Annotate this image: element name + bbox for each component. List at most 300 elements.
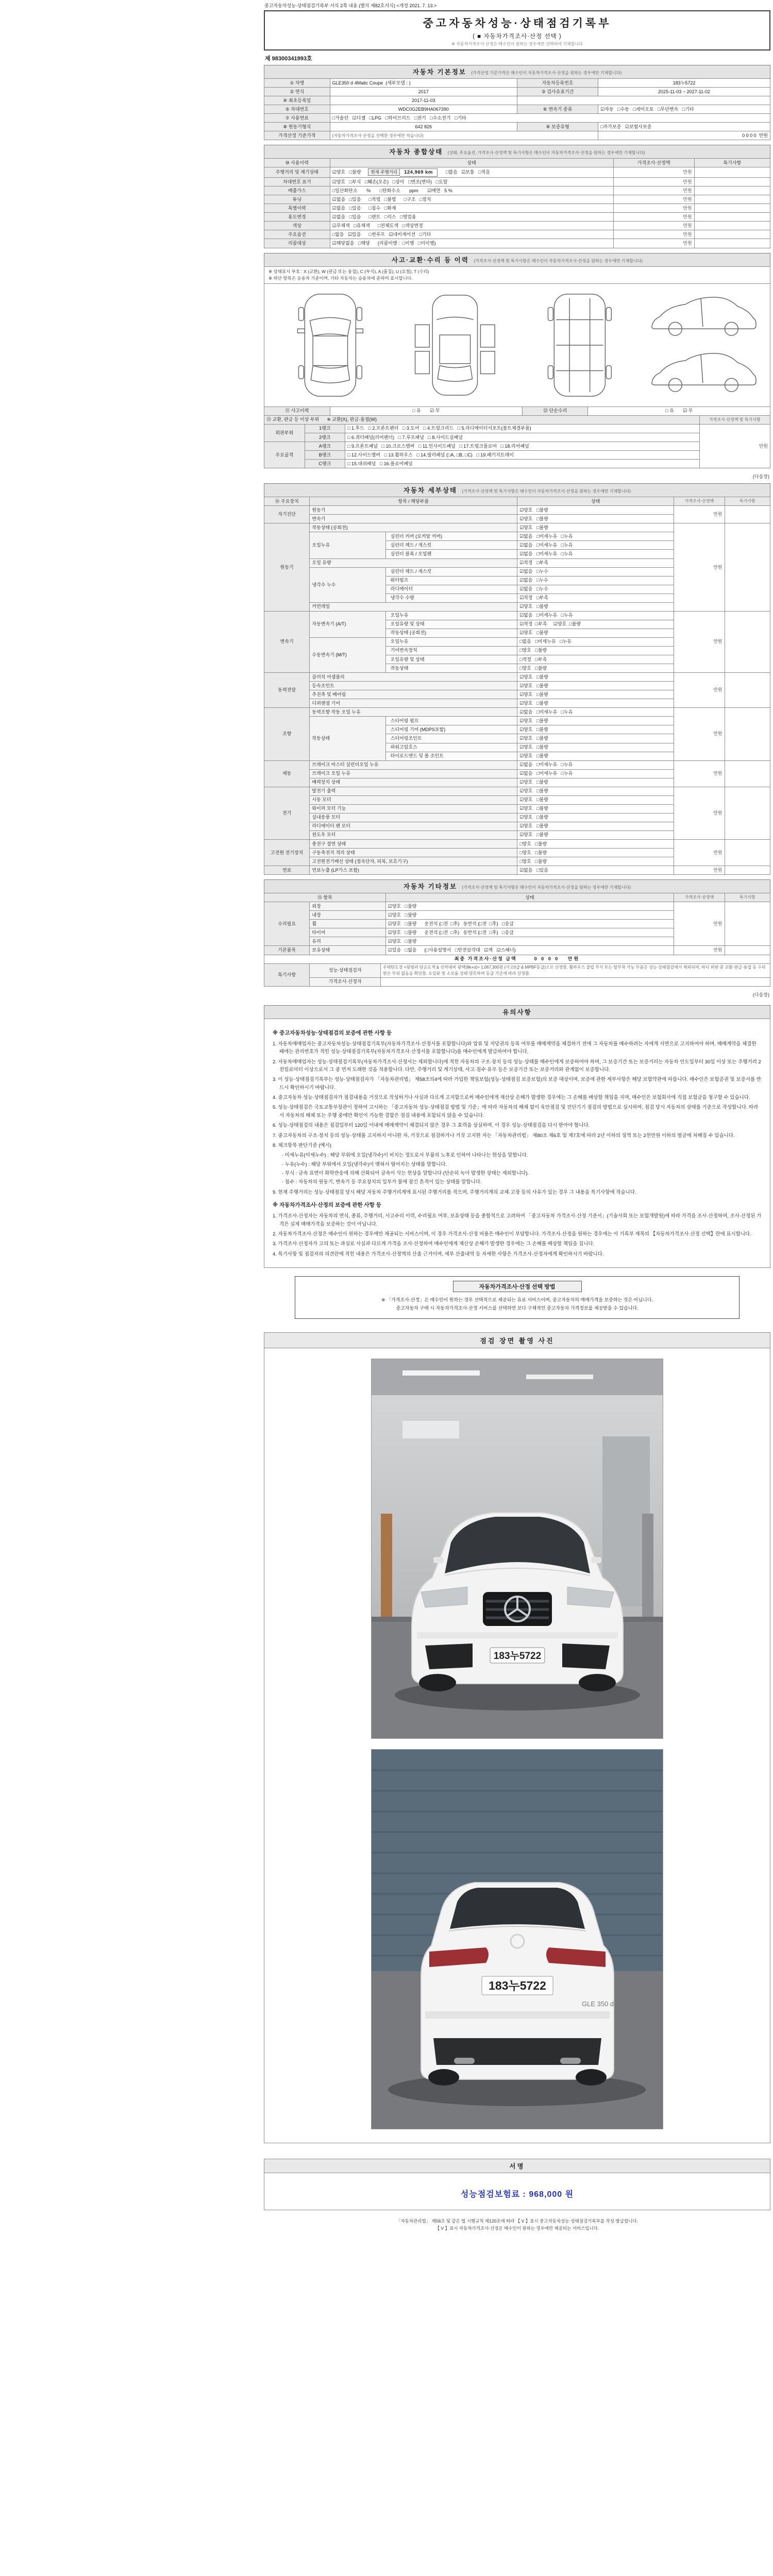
- notice-item: 5. 성능·상태점검은 국토교통부장관이 정하여 고시하는 「중고자동차 성능·상태점검 방법 및 기준」에 따라 자동차의 해체 없이 육안점검 및 진단기기 점검의 방법으로 실시하며, 점검 당시 자동차의 상태를 기준으로 작성합니다. 따라서 자동차의 해체 또는 주행 중에만 확인이 가능한 결함은 점검 내용에 포함되지 않을 수 있습니다.: [273, 1105, 759, 1118]
- cell: ⑨ 보증유형: [517, 123, 598, 131]
- cell: 색상: [264, 222, 330, 230]
- notice-item: 3. 가격조사·산정자가 고의 또는 과실로 사실과 다르게 가격을 조사·산정하여 매수인에게 재산상 손해가 발생한 경우에는 그 손해를 배상할 책임을 집니다.: [273, 1241, 595, 1247]
- cell: [694, 213, 770, 222]
- cell: ☑양호 □불량: [517, 734, 674, 743]
- cell: ☑양호 □불량: [385, 902, 674, 911]
- cell: 워터펌프: [385, 576, 517, 585]
- legal-footer-line-2: 【 V 】표시 자동차가격조사·산정은 매수인이 원하는 경우에만 제공되는 서비스입니다.: [435, 2226, 599, 2231]
- cell: 만원: [674, 611, 725, 672]
- signature-header: 서명: [264, 2159, 770, 2173]
- inspection-document: [264, 2, 770, 2232]
- cell: 작동상태: [385, 664, 517, 673]
- cell: □적정 □부족: [517, 655, 674, 664]
- cell: ☑양호 □불량: [517, 690, 674, 699]
- cell: ⑩ 사용이력: [264, 159, 330, 167]
- cell: 내장: [310, 911, 385, 920]
- cell: 가격조사·산정액 및 특기사항: [699, 415, 770, 424]
- basic-info-table: [264, 78, 770, 140]
- cell: [380, 977, 770, 986]
- section-subnote: (가격산정 기준가격은 매수인이 자동차가격조사·산정을 원하는 경우에만 기재합니다): [471, 71, 622, 75]
- model-badge: GLE 350 d: [582, 1999, 614, 2008]
- cell: 브레이크 마스터 실린더오일 누유: [310, 760, 517, 769]
- cell: 상태: [385, 893, 674, 902]
- cell: 변속기: [264, 611, 310, 672]
- price-select-method-box: [295, 1276, 740, 1319]
- cell: [694, 204, 770, 213]
- cell: ☑없음 □있음 □적법 □불법 □구조 □장치: [330, 195, 613, 204]
- cell: □ 9.프론트패널 □ 10.크로스멤버 □ 11.인사이드패널 □ 17.트렁크플로어 □ 18.리어패널: [345, 442, 699, 451]
- cell: 자동변속기 (A/T): [310, 611, 385, 637]
- next-page-marker: (다음장): [752, 992, 769, 997]
- cell: B랭크: [305, 451, 345, 460]
- cell: 윈도우 모터: [310, 831, 517, 839]
- cell: 만원: [674, 902, 725, 946]
- legend-line-2: ※ 하단 항목은 승용차 기준이며, 기타 자동차는 승용차에 준하여 표시합니다.: [268, 275, 413, 281]
- etc-info-header: [264, 879, 770, 893]
- section-title: 자동차 기본정보: [412, 69, 466, 76]
- cell: 가격산정 기준가격: [264, 131, 330, 140]
- cell: [725, 787, 770, 839]
- fee-value: 968,000 원: [529, 2190, 574, 2199]
- final-price-row: [264, 955, 770, 963]
- cell: 제동: [264, 760, 310, 787]
- cell: [725, 506, 770, 523]
- cell: [725, 902, 770, 946]
- cell: 오일누유: [385, 611, 517, 620]
- cell: (자동차가격조사·산정을 선택한 경우에만 적습니다): [330, 131, 598, 140]
- cell: ☑양호 □불량: [385, 911, 674, 920]
- cell: 만원: [674, 673, 725, 708]
- cell: 실린더 헤드 / 개스킷: [385, 541, 517, 550]
- cell: 시동 모터: [310, 795, 517, 804]
- accident-flag-table: [264, 406, 770, 416]
- notice-item: ※ 자동차가격조사·산정의 보증에 관한 사항 등: [273, 1202, 381, 1209]
- notice-item: 8. 체크항목 판단기준 (예시): [273, 1142, 331, 1148]
- form-note: 중고자동차성능·상태점검기록부 서식 2쪽 내용 (별지 제82호서식) <개정 2021. 7. 13.>: [264, 3, 437, 8]
- accident-history: □ 유 ☑ 무: [330, 406, 522, 415]
- exchange-repair-table: [264, 415, 770, 468]
- legal-footer: [264, 2217, 770, 2232]
- rear-license-plate: 183누5722: [489, 1978, 546, 1992]
- cell: 특별이력: [264, 204, 330, 213]
- cell: 조향: [264, 708, 310, 760]
- vin: WDC0G2EB9HA067390: [330, 105, 517, 114]
- signature-body: [264, 2173, 770, 2210]
- cell: 실린더 블록 / 오일팬: [385, 550, 517, 558]
- cell: ☑양호 □불량: [385, 937, 674, 946]
- section-inspection-photos: [264, 1332, 770, 2143]
- cell: [725, 611, 770, 672]
- cell: ☑없음 □있음 □렌트 □리스 □영업용: [330, 213, 613, 222]
- cell: [725, 760, 770, 787]
- basic-info-header: [264, 65, 770, 79]
- cell: ☑양호 □불량 운전석 (□전 □후) 동반석 (□전 □후) □응급: [385, 928, 674, 937]
- price-assessment-select: ( ■ 자동차가격조사·산정 선택 ): [473, 33, 562, 40]
- section-title: 자동차 세부상태: [403, 487, 457, 495]
- notice-item: 2. 자동차가격조사·산정은 매수인이 원하는 경우에만 제공되는 서비스이며, 이 경우 가격조사·산정 비용은 매수인이 부담합니다. 가격조사·산정을 원하는 경우에는 이 기록부 제목의 【자동차가격조사·산정 선택】란에 표시합니다.: [273, 1231, 751, 1237]
- cell: 냉각수 수량: [385, 594, 517, 602]
- cell: 브레이크 오일 누유: [310, 769, 517, 778]
- cell: ☑양호 □불량: [517, 506, 674, 515]
- cell: 튜닝: [264, 195, 330, 204]
- cell: [725, 673, 770, 708]
- notice-item: 1. 가격조사·산정자는 자동차의 연식, 종류, 주행거리, 사고수리 이력, 수리필요 여부, 보유상태 등을 종합적으로 고려하여 「중고자동차 가격조사·산정 기준서」(기술사회 또는 보험개발원)에 따라 가격을 조사·산정하며, 조사·산정된 가격은 실제 매매가격을 보증하는 것이 아닙니다.: [273, 1213, 762, 1227]
- cell: 충전구 절연 상태: [310, 840, 517, 849]
- cell: □없음 ☑있음 □썬루프 ☑네비게이션 □기타: [330, 230, 613, 239]
- cell: 변속기: [310, 515, 517, 523]
- cell: ☑없음 □미세누유 □누유: [517, 708, 674, 717]
- front-license-plate: 183누5722: [493, 1650, 542, 1662]
- cell: 자동차등록번호: [517, 79, 598, 88]
- cell: 용도변경: [264, 213, 330, 222]
- cell: 실린더 커버 (로커암 커버): [385, 532, 517, 541]
- cell: 작동상태 (공회전): [310, 523, 517, 532]
- cell: 고전원 전기장치: [264, 840, 310, 866]
- accident-history-header: [264, 253, 770, 267]
- cell: [694, 167, 770, 178]
- notice-item: ※ 중고자동차성능·상태점검의 보증에 관한 사항 등: [273, 1029, 392, 1036]
- legal-footer-line-1: 「자동차관리법」 제58조 및 같은 법 시행규칙 제120조에 따라 【 V 】표시 중고자동차성능·상태점검기록부를 작성·발급합니다.: [396, 2218, 638, 2224]
- cell: 가격조사·산정자: [310, 977, 380, 986]
- section-notices: [264, 1005, 770, 1319]
- notice-item: 4. 중고자동차 성능·상태점검자가 점검내용을 거짓으로 작성하거나 사실과 다르게 고지함으로써 매수인에게 재산상 손해가 발생한 경우에는 그 손해를 배상할 책임을 지며, 매수인은 보험회사에 직접 보험금을 청구할 수 있습니다.: [273, 1095, 750, 1101]
- cell: 특기사항: [725, 893, 770, 902]
- cell: ☑양호 □불량: [517, 673, 674, 682]
- car-diagram-doors-open-icon: [395, 289, 515, 401]
- cell: 작동상태: [310, 717, 385, 760]
- notice-item: 7. 중고자동차의 구조·장치 등의 성능·상태를 고지하지 아니한 자, 거짓으로 점검하거나 거짓 고지한 자는 「자동차관리법」 제80조 제6호 및 제7호에 따라 2년 이하의 징역 또는 2천만원 이하의 벌금에 처해질 수 있습니다.: [273, 1132, 735, 1139]
- model-year: 2017: [330, 88, 517, 96]
- cell: 고전원전기배선 상태 (접속단자, 피복, 보호기구): [310, 857, 517, 866]
- cell: 만원: [613, 213, 694, 222]
- cell: ☑양호 □불량: [517, 813, 674, 822]
- cell: 스티어링조인트: [385, 734, 517, 743]
- notice-item: · 부식 : 금속 표면이 화학반응에 의해 산화되어 금속이 삭는 현상을 말합니다 (단순히 녹이 발생한 상태는 제외합니다).: [282, 1171, 529, 1177]
- cell: ⑧ 원동기형식: [264, 123, 330, 131]
- notices-header: [264, 1005, 770, 1019]
- inspector-opinion: 우레탄도장 <뒷범퍼 단순도색 & 신차대비 광택(8k+α)> 1,067,300원 (사고0급 & MPBF등급)으로 산정함. 휠하우스 클립 부식 또는 탈부착 가능 부품은 성능·상태점검에서 제외되며, 바디 외판 중 교환·판금·용접 등 수리 받은 부위 없음을 확인함. 오일류 및 소모품 상태 양호하며 등급 기준에 따라 산정함.: [380, 963, 770, 977]
- cell: 유리: [310, 937, 385, 946]
- cell: [694, 178, 770, 187]
- cell: 디퍼렌셜 기어: [310, 699, 517, 708]
- cell: 항목 / 해당부품: [310, 497, 517, 506]
- notice-item: 3. 이 성능·상태점검기록부는 성능·상태점검자가 「자동차관리법」 제58조의4에 따라 가입한 책임보험(성능·상태점검 보증보험)의 보증 대상이며, 보증에 관한 세부사항은 해당 보험약관에 따릅니다. 매수인은 보험증권 및 보증서를 반드시 확인하시기 바랍니다.: [273, 1077, 761, 1091]
- inspection-photo-front: [371, 1359, 663, 1739]
- section-accident-history: [264, 253, 770, 469]
- cell: 상태: [517, 497, 674, 506]
- price-select-method-title: 자동차가격조사·산정 선택 방법: [453, 1281, 582, 1292]
- cell: ⑬ 교환, 판금 등 이상 부위 ※ 교환(X), 판금·용접(W): [264, 415, 700, 424]
- cell: 특기사항: [264, 963, 310, 986]
- emission-status: □일산화탄소 % □탄화수소 ppm ☑매연 5 %: [330, 187, 613, 195]
- cell: 특기사항: [694, 159, 770, 167]
- cell: [694, 222, 770, 230]
- cell: ☑양호 □불량: [517, 602, 674, 611]
- cell: ☑양호 □불량: [517, 515, 674, 523]
- cell: 클러치 어셈블리: [310, 673, 517, 682]
- cell: ☑양호 □불량: [517, 804, 674, 813]
- cell: ① 차명: [264, 79, 330, 88]
- price-assessment-note: ※ 자동차가격조사·산정은 매수인이 원하는 경우에만 선택하여 기재합니다: [451, 42, 583, 46]
- notice-item: 중고자동차 구매 시 자동차가격조사·산정 서비스를 선택하면 보다 구체적인 중고자동차 가격정보를 제공받을 수 있습니다.: [396, 1306, 638, 1311]
- cell: ☑없음 □누수: [517, 576, 674, 585]
- cell: 만원: [613, 178, 694, 187]
- cell: 2랭크: [305, 433, 345, 442]
- transmission-type: ☑자동 □수동 □세미오토 □무단변속 □기타: [598, 105, 770, 114]
- cell: 외판부위: [264, 424, 305, 442]
- cell: ☑양호 □불량: [517, 629, 674, 637]
- cell: ☑양호 □불량: [517, 787, 674, 795]
- cell: □ 1.후드 □ 2.프론트펜더 □ 3.도어 □ 4.트렁크리드 □ 5.라디에이터서포트(볼트체결부품): [345, 424, 699, 433]
- cell: ☑없음 □있음: [517, 866, 674, 875]
- cell: 가격조사·산정액: [674, 893, 725, 902]
- notice-item: 4. 특기사항 및 점검자의 의견란에 적힌 내용은 가격조사·산정액의 산출 근거이며, 세부 산출내역 등 자세한 사항은 가격조사·산정자에게 확인하시기 바랍니다.: [273, 1251, 604, 1257]
- cell: 등속조인트: [310, 682, 517, 690]
- cell: 만원: [674, 787, 725, 839]
- notice-item: 1. 자동차매매업자는 중고자동차성능·상태점검기록부(자동차가격조사·산정서를 포함합니다)와 압류 및 저당권의 등록 여부를 매매계약을 체결하기 전에 그 자동차를 매수하려는 자에게 서면으로 고지하여야 하며, 매매계약을 체결한 때에는 관리번호가 적힌 성능·상태점검기록부(자동차가격조사·산정서를 포함합니다)를 매수인에게 발급하여야 합니다.: [273, 1041, 757, 1055]
- final-price-table: [264, 955, 770, 964]
- section-basic-info: [264, 65, 770, 140]
- cell: 타이로드엔드 및 볼 조인트: [385, 752, 517, 760]
- cell: ☑양호 □불량: [517, 523, 674, 532]
- cell: 만원: [674, 708, 725, 760]
- cell: ⑭ 주요장치: [264, 497, 310, 506]
- cell: ④ 최초등록일: [264, 96, 330, 105]
- cell: □ 6.쿼터패널(리어펜더) □ 7.루프패널 □ 8.사이드실패널: [345, 433, 699, 442]
- cell: 구동축전지 격리 상태: [310, 849, 517, 857]
- car-diagram-underbody-icon: [520, 289, 640, 401]
- cell: 기어변속장치: [385, 646, 517, 655]
- cell: ☑없음 □미세누유 □누유: [517, 769, 674, 778]
- cell: 가격조사·산정액: [674, 497, 725, 506]
- cell: 라디에이터 팬 모터: [310, 822, 517, 831]
- cell: 만원: [674, 523, 725, 611]
- cell: ③ 검사유효기간: [517, 88, 598, 96]
- cell: 만원: [674, 506, 725, 523]
- section-etc-info: [264, 879, 770, 987]
- base-price: 0 0 0 0 만원: [598, 131, 770, 140]
- cell: ☑없음 □있음 □침수 □화재: [330, 204, 613, 213]
- final-price-value: 0 0 0 0 만원: [534, 956, 580, 962]
- notices-body: [264, 1019, 770, 1268]
- cell: A랭크: [305, 442, 345, 451]
- cell: 보유상태: [310, 946, 385, 955]
- cell: C랭크: [305, 460, 345, 468]
- fuel-type: □가솔린 ☑디젤 □LPG □하이브리드 □전기 □수소전기 □기타: [330, 114, 770, 123]
- cell: 리콜대상: [264, 239, 330, 248]
- cell: 만원: [674, 946, 725, 955]
- cell: 수리필요: [264, 902, 310, 946]
- notice-item: 2. 자동차매매업자는 성능·상태점검기록부(자동차가격조사·산정서는 제외합니다)에 적힌 자동차의 구조·장치 등의 성능·상태를 매수인에게 보증하여야 하며, 그 보증기간 또는 보증거리는 자동차 인도일부터 30일 이상 또는 주행거리 2천킬로미터 이상으로서 그 중 먼저 도래한 것을 적용합니다. 다만, 주행거리 및 계기상태, 사고·침수 유무 등은 보증기간 또는 보증거리와 관계없이 보증합니다.: [273, 1059, 761, 1073]
- cell: 차대번호 표기: [264, 178, 330, 187]
- cell: 커먼레일: [310, 602, 517, 611]
- cell: 만원: [674, 760, 725, 787]
- cell-part: □많음 ☑보통 □적음: [445, 169, 490, 175]
- inspection-photo-rear: [371, 1749, 663, 2129]
- cell: ☑양호 □불량: [517, 752, 674, 760]
- cell: 동력전달: [264, 673, 310, 708]
- next-page-marker: (다음장): [752, 474, 769, 480]
- overall-condition-table: [264, 158, 770, 248]
- cell: ☑없음 □누수: [517, 567, 674, 576]
- section-subnote: (가격조사·산정액 및 특기사항은 매수인이 자동차가격조사·산정을 원하는 경우에만 기재합니다): [462, 489, 631, 494]
- cell: □ 12.사이드멤버 □ 13.휠하우스 □ 14.필러패널 (□A, □B, □C) □ 19.패키지트레이: [345, 451, 699, 460]
- cell: □양호 □불량: [517, 857, 674, 866]
- cell: ☑없음 □미세누유 □누유: [517, 760, 674, 769]
- section-title: 자동차 종합상태: [389, 148, 443, 156]
- cell: ⑮ 항목: [264, 893, 386, 902]
- inspection-insurance-fee: [270, 2188, 765, 2199]
- cell: 배력장치 상태: [310, 778, 517, 787]
- cell: 만원: [699, 424, 770, 468]
- cell: 스티어링 기어 (MDPS포함): [385, 725, 517, 734]
- cell: ☑있음 □없음 (□사용설명서 □안전삼각대 ☑잭 ☑스패너): [385, 946, 674, 955]
- cell: 자기진단: [264, 506, 310, 523]
- cell: ☑없음 □미세누유 □누유: [517, 611, 674, 620]
- cell: 실내송풍 모터: [310, 813, 517, 822]
- cell: □ 15.대쉬패널 □ 16.플로어패널: [345, 460, 699, 468]
- cell: ② 연식: [264, 88, 330, 96]
- title-box: [264, 10, 770, 50]
- cell: 추진축 및 베어링: [310, 690, 517, 699]
- cell: [694, 239, 770, 248]
- cell: 1랭크: [305, 424, 345, 433]
- warranty-type: □자가보증 ☑보험사보증: [598, 123, 770, 131]
- cell: ☑무채색 □유채색 □전체도색 □색상변경: [330, 222, 613, 230]
- cell: 휠: [310, 920, 385, 928]
- section-subnote: (상태, 주요옵션, 가격조사·산정액 및 특기사항은 매수인이 자동차가격조사·산정을 원하는 경우에만 기재합니다): [447, 150, 645, 156]
- cell: [694, 195, 770, 204]
- cell-part: ☑양호 □불량: [332, 169, 361, 175]
- section-signature: [264, 2159, 770, 2210]
- cell: ☑양호 □불량: [517, 778, 674, 787]
- cell: 주요옵션: [264, 230, 330, 239]
- etc-info-table: [264, 893, 770, 955]
- cell: 발전기 출력: [310, 787, 517, 795]
- inspection-valid-period: 2025-11-03 ~ 2027-11-02: [598, 88, 770, 96]
- cell: 상태: [330, 159, 613, 167]
- section-subnote: (가격조사·산정액 및 특기사항은 매수인이 자동차가격조사·산정을 원하는 경우에만 기재합니다): [462, 885, 631, 890]
- cell: [330, 167, 613, 178]
- cell: ☑없음 □미세누유 □누유: [517, 550, 674, 558]
- cell: ☑양호 □불량: [517, 725, 674, 734]
- section-title: 자동차 기타정보: [403, 883, 457, 891]
- cell: 만원: [613, 204, 694, 213]
- cell: 만원: [613, 222, 694, 230]
- cell: [694, 230, 770, 239]
- cell: 연료누출 (LP가스 포함): [310, 866, 517, 875]
- cell: ☑양호 □불량: [517, 795, 674, 804]
- cell: 기본품목: [264, 946, 310, 955]
- cell: 파워고압호스: [385, 743, 517, 752]
- cell: ☑양호 □불량: [517, 717, 674, 725]
- detailed-condition-table: [264, 497, 770, 875]
- cell: 주요골격: [264, 442, 305, 468]
- cell: ⑪ 사고이력: [264, 406, 330, 415]
- car-damage-diagrams: [264, 283, 770, 407]
- section-overall-condition: [264, 145, 770, 248]
- cell: [725, 523, 770, 611]
- cell: ☑적정 □부족: [517, 558, 674, 567]
- cell: 주행거리 및 계기상태: [264, 167, 330, 178]
- cell: [517, 96, 770, 105]
- cell-part: 현재 주행거리: [368, 168, 400, 176]
- cell: ☑양호 □불량 운전석 (□전 □후) 동반석 (□전 □후) □응급: [385, 920, 674, 928]
- car-diagram-top-view-icon: [271, 289, 390, 401]
- car-name: GLE350 d 4Matic Coupe (세부모델 : ): [330, 79, 517, 88]
- detailed-condition-header: [264, 483, 770, 497]
- cell: 오일유량 및 상태: [385, 620, 517, 629]
- notice-item: ※ 「가격조사·산정」은 매수인이 원하는 경우 선택적으로 제공되는 유료 서비스이며, 중고자동차의 매매가격을 보증하는 것은 아닙니다.: [381, 1297, 653, 1303]
- cell: 실린더 헤드 / 개스킷: [385, 567, 517, 576]
- cell: ☑양호 □부식 □훼손(오손) □상이 □변조(변타) □도말: [330, 178, 613, 187]
- cell: 성능·상태점검자: [310, 963, 380, 977]
- cell: ☑없음 □누수: [517, 585, 674, 594]
- cell: □양호 □불량: [517, 849, 674, 857]
- cell: 타이어: [310, 928, 385, 937]
- cell: 원동기: [264, 523, 310, 611]
- cell: □양호 □불량: [517, 664, 674, 673]
- engine-type: 642 826: [330, 123, 517, 131]
- cell: [725, 946, 770, 955]
- cell: ⑦ 사용연료: [264, 114, 330, 123]
- cell: □양호 □불량: [517, 840, 674, 849]
- cell: ⑥ 변속기 종류: [517, 105, 598, 114]
- cell: 만원: [613, 230, 694, 239]
- cell: 가격조사·산정액: [613, 159, 694, 167]
- cell: ☑적정 □부족: [517, 594, 674, 602]
- cell: 스티어링 펌프: [385, 717, 517, 725]
- simple-repair: □ 유 ☑ 무: [588, 406, 770, 415]
- cell: 원동기: [310, 506, 517, 515]
- cell: 외장: [310, 902, 385, 911]
- cell: 오일누유: [385, 637, 517, 646]
- first-registration-date: 2017-11-03: [330, 96, 517, 105]
- cell: 만원: [674, 840, 725, 866]
- cell: 냉각수 누수: [310, 567, 385, 602]
- section-subnote: (가격조사·산정액 및 특기사항은 매수인이 자동차가격조사·산정을 원하는 경우에만 기재합니다): [474, 258, 643, 263]
- cell: □양호 □불량: [517, 646, 674, 655]
- cell: □없음 □미세누유 □누유: [517, 637, 674, 646]
- photos-header: 점검 장면 촬영 사진: [264, 1333, 770, 1348]
- cell: [725, 866, 770, 875]
- cell: ☑적정 □부족 ☑양호 □불량: [517, 620, 674, 629]
- cell: ☑양호 □불량: [517, 682, 674, 690]
- notice-item: · 침수 : 자동차의 원동기, 변속기 등 주요장치의 일부가 물에 잠긴 흔적이 있는 상태를 말합니다.: [282, 1179, 482, 1185]
- cell: ⑤ 차대번호: [264, 105, 330, 114]
- legend-line-1: ※ 상태표시 부호 : X (교환), W (판금 또는 용접), C (부식), A (흠집), U (요철), T (수리): [268, 268, 429, 274]
- cell: 연료: [264, 866, 310, 875]
- cell: 만원: [613, 167, 694, 178]
- cell: ☑양호 □불량: [517, 822, 674, 831]
- cell-part: 최종 가격조사·산정 금액: [454, 956, 517, 962]
- cell: [725, 840, 770, 866]
- document-number: 제 98300341993호: [265, 56, 312, 62]
- cell: 수동변속기 (M/T): [310, 637, 385, 672]
- cell: 특기사항: [725, 497, 770, 506]
- cell: [694, 187, 770, 195]
- cell: 전기: [264, 787, 310, 839]
- cell: 만원: [613, 239, 694, 248]
- notice-item: 6. 성능·상태점검의 내용은 점검일부터 120일 이내에 매매계약이 체결되지 않은 경우 그 효력을 상실하며, 이 경우 성능·상태점검을 다시 받아야 합니다.: [273, 1123, 590, 1129]
- car-diagram-side-views-icon: [644, 289, 764, 401]
- overall-condition-header: [264, 145, 770, 159]
- cell: ⑫ 단순수리: [522, 406, 588, 415]
- price-select-method-lines: [295, 1294, 739, 1318]
- cell: 작동상태 (공회전): [385, 629, 517, 637]
- cell: ☑양호 □불량: [517, 743, 674, 752]
- section-detailed-condition: [264, 483, 770, 875]
